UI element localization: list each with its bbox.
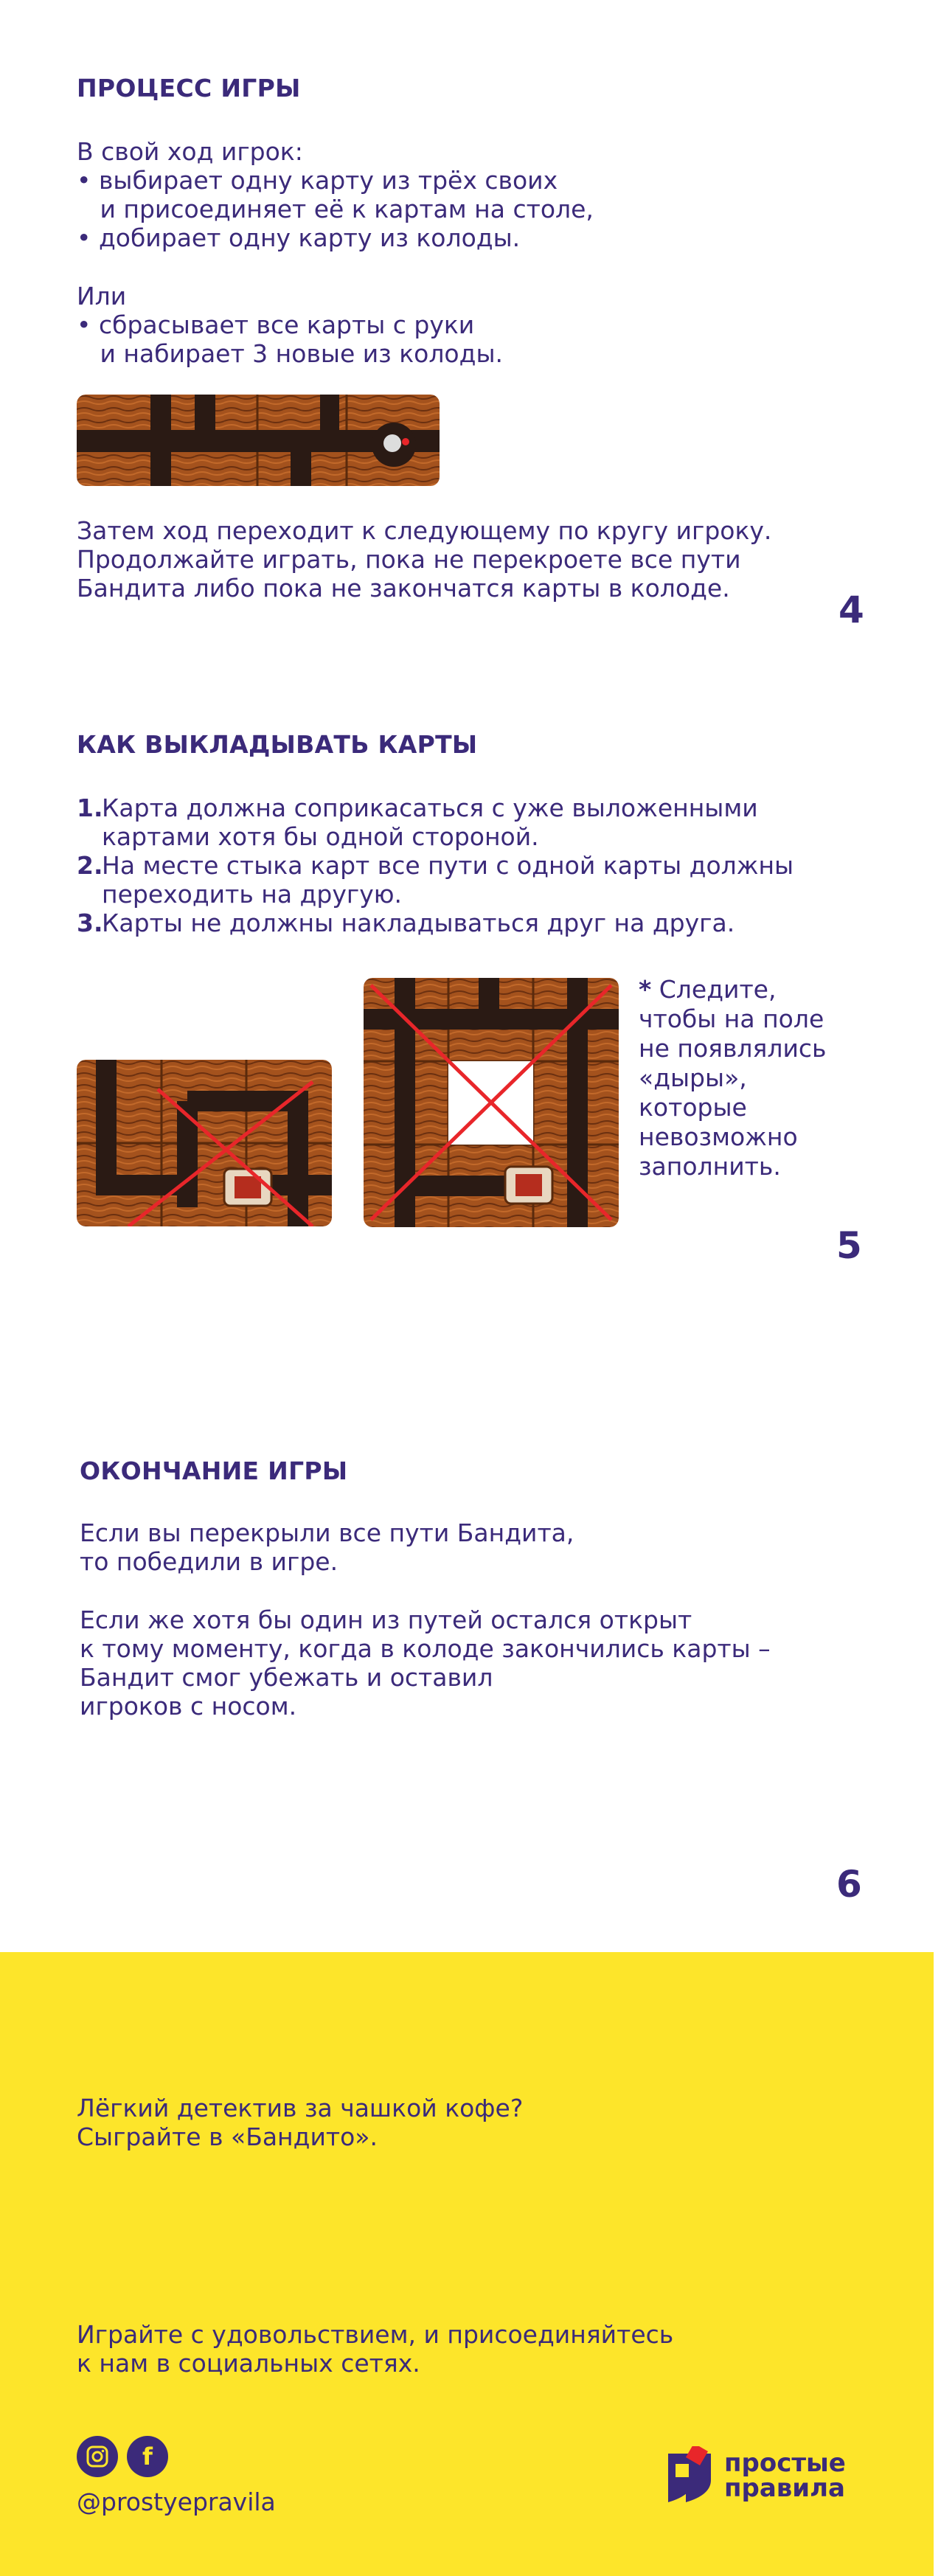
card-strip-illustration <box>77 395 440 486</box>
defeat-text <box>80 1605 771 1721</box>
game-process-text <box>77 137 594 252</box>
rule-1-line1: Карта должна соприкасаться с уже выложенными <box>102 794 758 822</box>
game-process-intro: В свой ход игрок: <box>77 137 303 166</box>
note-line4: «дыры», <box>639 1063 747 1092</box>
rule-3 <box>77 909 794 937</box>
social-invite-line1: Играйте с удовольствием, и присоединяйтесь <box>77 2320 674 2349</box>
promo-text <box>77 2094 523 2151</box>
instagram-glyph <box>86 2445 108 2468</box>
turn-passes-text <box>77 516 771 603</box>
defeat-line4: игроков с носом. <box>80 1692 297 1721</box>
instagram-icon[interactable] <box>77 2436 118 2477</box>
brand-name <box>724 2448 846 2503</box>
section-heading-game-end: ОКОНЧАНИЕ ИГРЫ <box>80 1457 348 1485</box>
rule-3-number: 3. <box>77 909 103 937</box>
note-line1: Следите, <box>651 975 777 1004</box>
note-line6: невозможно <box>639 1122 798 1151</box>
card-strip-svg <box>77 395 440 486</box>
placement-rules-list <box>77 794 794 937</box>
victory-text <box>80 1518 574 1576</box>
bullet-choose-card-line1: • выбирает одну карту из трёх своих <box>77 166 558 195</box>
social-invite-text <box>77 2320 673 2378</box>
holes-note <box>639 975 827 1181</box>
bullet-discard-line2: и набирает 3 новые из колоды. <box>77 339 503 368</box>
brand-name-line2: правила <box>724 2473 845 2503</box>
rule-2 <box>77 851 794 909</box>
wrong-hole-svg <box>364 978 619 1227</box>
page-number-6: 6 <box>836 1863 862 1906</box>
rule-2-text <box>102 851 794 909</box>
brand-name-line1: простые <box>724 2448 846 2478</box>
footer-panel <box>0 1952 934 2576</box>
rule-2-line2: переходить на другую. <box>102 880 402 909</box>
rule-2-number: 2. <box>77 851 103 880</box>
promo-line2: Сыграйте в «Бандито». <box>77 2122 378 2151</box>
rule-1 <box>77 794 794 851</box>
rule-3-text: Карты не должны накладываться друг на друга. <box>102 909 735 937</box>
brand-logo <box>664 2446 855 2513</box>
social-invite-line2: к нам в социальных сетях. <box>77 2349 420 2378</box>
page-number-4: 4 <box>838 589 864 631</box>
note-asterisk: * <box>639 975 652 1004</box>
facebook-icon[interactable]: f <box>127 2436 168 2477</box>
rule-2-line1: На месте стыка карт все пути с одной карты должны <box>102 851 794 880</box>
victory-line1: Если вы перекрыли все пути Бандита, <box>80 1518 574 1547</box>
section-heading-game-process: ПРОЦЕСС ИГРЫ <box>77 74 301 103</box>
page-number-5: 5 <box>836 1224 862 1267</box>
wrong-hole-illustration <box>364 978 619 1227</box>
wrong-overlap-svg <box>77 1060 332 1226</box>
turn-passes-line2: Продолжайте играть, пока не перекроете все пути <box>77 545 741 574</box>
bullet-choose-card-line2: и присоединяет её к картам на столе, <box>77 195 594 223</box>
turn-passes-line3: Бандита либо пока не закончатся карты в колоде. <box>77 574 730 603</box>
social-handle[interactable]: @prostyepravila <box>77 2488 276 2516</box>
wrong-overlap-illustration <box>77 1060 332 1226</box>
bullet-discard-line1: • сбрасывает все карты с руки <box>77 310 475 339</box>
note-line2: чтобы на поле <box>639 1004 824 1033</box>
or-label: Или <box>77 282 127 310</box>
defeat-line3: Бандит смог убежать и оставил <box>80 1663 493 1692</box>
section-heading-card-placement: КАК ВЫКЛАДЫВАТЬ КАРТЫ <box>77 730 478 759</box>
defeat-line1: Если же хотя бы один из путей остался открыт <box>80 1605 692 1634</box>
rule-1-line2: картами хотя бы одной стороной. <box>102 822 539 851</box>
game-process-alternative <box>77 282 503 368</box>
victory-line2: то победили в игре. <box>80 1547 338 1576</box>
note-line3: не появлялись <box>639 1034 827 1063</box>
bullet-draw-card: • добирает одну карту из колоды. <box>77 223 521 252</box>
rule-1-number: 1. <box>77 794 103 822</box>
defeat-line2: к тому моменту, когда в колоде закончились карты – <box>80 1634 771 1663</box>
turn-passes-line1: Затем ход переходит к следующему по кругу игроку. <box>77 516 772 545</box>
rule-1-text <box>102 794 758 851</box>
brand-shield-icon <box>664 2446 715 2507</box>
promo-line1: Лёгкий детектив за чашкой кофе? <box>77 2094 524 2122</box>
note-line7: заполнить. <box>639 1152 781 1181</box>
note-line5: которые <box>639 1093 747 1122</box>
